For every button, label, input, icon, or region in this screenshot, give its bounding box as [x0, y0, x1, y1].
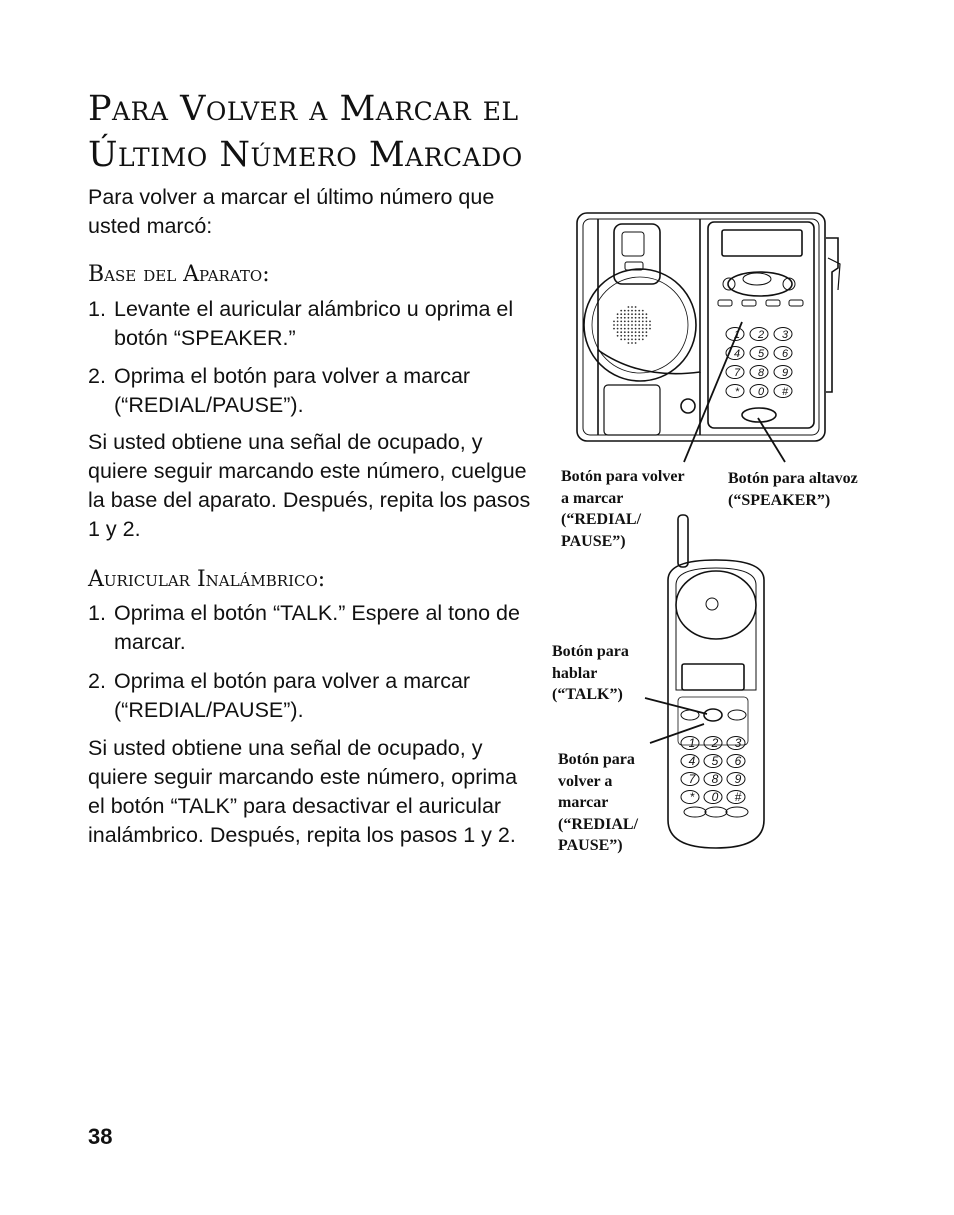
speaker-grill-dot [613, 321, 615, 323]
speaker-grill-dot [635, 342, 637, 344]
base-unit-drawing [577, 213, 840, 441]
speaker-grill-dot [628, 317, 630, 319]
keypad-key-label: 0 [757, 385, 765, 398]
keypad-key-label: 8 [757, 366, 765, 379]
keypad-key-label: 0 [711, 790, 719, 805]
speaker-grill-dot [642, 328, 644, 330]
speaker-grill-dot [624, 335, 626, 337]
speaker-grill-dot [631, 310, 633, 312]
speaker-grill-dot [628, 324, 630, 326]
speaker-grill-dot [631, 324, 633, 326]
speaker-grill-dot [635, 331, 637, 333]
speaker-grill-dot [628, 313, 630, 315]
speaker-grill-dot [617, 317, 619, 319]
speaker-grill-dot [631, 339, 633, 341]
speaker-grill-dot [613, 328, 615, 330]
speaker-grill-dot [617, 335, 619, 337]
speaker-grill-dot [624, 321, 626, 323]
speaker-grill-dot [638, 339, 640, 341]
keypad-key-label: 4 [733, 347, 741, 360]
speaker-grill-dot [638, 331, 640, 333]
speaker-grill-dot [628, 335, 630, 337]
speaker-grill-dot [631, 306, 633, 308]
speaker-grill-dot [642, 331, 644, 333]
step-text: Oprima el botón “TALK.” Espere al tono de marcar. [114, 601, 520, 654]
speaker-grill-dot [628, 339, 630, 341]
speaker-grill-dot [628, 331, 630, 333]
speaker-grill-dot [642, 317, 644, 319]
speaker-grill-dot [635, 321, 637, 323]
base-busy-note: Si usted obtiene una señal de ocupado, y quiere seguir marcando este número, cuelgue la base del aparato. Después, repita los pasos 1 y 2. [88, 430, 531, 541]
speaker-grill-dot [631, 317, 633, 319]
speaker-grill-dot [624, 313, 626, 315]
speaker-grill-dot [638, 310, 640, 312]
speaker-grill-dot [628, 321, 630, 323]
speaker-grill-dot [638, 313, 640, 315]
speaker-grill-dot [646, 328, 648, 330]
speaker-grill-dot [638, 335, 640, 337]
speaker-grill-dot [620, 339, 622, 341]
callout-base-speaker: Botón para altavoz (“SPEAKER”) [728, 470, 858, 509]
keypad-key-label: 3 [734, 736, 742, 751]
speaker-grill-dot [628, 328, 630, 330]
keypad-key-label: 7 [688, 772, 696, 787]
speaker-grill-dot [646, 321, 648, 323]
speaker-grill-dot [617, 328, 619, 330]
keypad-key-label: 2 [711, 736, 719, 751]
keypad-key-label: * [734, 385, 740, 398]
speaker-grill-dot [631, 342, 633, 344]
step-text: Levante el auricular alámbrico u oprima el botón “SPEAKER.” [114, 297, 514, 350]
keypad-key-label: 1 [688, 736, 696, 751]
keypad-key-label: 8 [711, 772, 719, 787]
keypad-key-label: 9 [734, 772, 742, 787]
keypad-key-label: 4 [688, 754, 696, 769]
speaker-grill-dot [624, 324, 626, 326]
keypad-key-label: 9 [781, 366, 789, 379]
step-number: 1. [88, 601, 106, 625]
speaker-grill-dot [624, 331, 626, 333]
speaker-grill-dot [620, 321, 622, 323]
speaker-grill-dot [635, 335, 637, 337]
speaker-grill-dot [620, 331, 622, 333]
keypad-key-label: * [689, 790, 695, 805]
title-line-1: Para Volver a Marcar el [88, 89, 519, 129]
speaker-grill-dot [624, 310, 626, 312]
speaker-grill-dot [649, 324, 651, 326]
speaker-grill-dot [620, 317, 622, 319]
speaker-grill-dot [635, 317, 637, 319]
keypad-key-label: 1 [733, 328, 741, 341]
speaker-grill-dot [635, 310, 637, 312]
speaker-grill-dot [624, 317, 626, 319]
step-text: Oprima el botón para volver a marcar (“REDIAL/PAUSE”). [114, 669, 471, 722]
handset-busy-note: Si usted obtiene una señal de ocupado, y quiere seguir marcando este número, oprima el botón “TALK” para desactivar el auricular inalámbrico. Después, repita los pasos 1 y 2. [88, 736, 518, 847]
speaker-grill-dot [635, 328, 637, 330]
speaker-grill-dot [613, 324, 615, 326]
speaker-grill-dot [620, 324, 622, 326]
speaker-grill-dot [635, 306, 637, 308]
speaker-grill-dot [617, 313, 619, 315]
keypad-key-label: 5 [711, 754, 719, 769]
speaker-grill-dot [620, 313, 622, 315]
speaker-grill-dot [631, 335, 633, 337]
speaker-grill-dot [646, 313, 648, 315]
speaker-grill-dot [642, 321, 644, 323]
speaker-grill-dot [642, 324, 644, 326]
speaker-grill-dot [635, 313, 637, 315]
speaker-grill-dot [646, 324, 648, 326]
speaker-grill-dot [646, 331, 648, 333]
speaker-grill-dot [638, 321, 640, 323]
speaker-grill-dot [638, 324, 640, 326]
speaker-grill-dot [642, 339, 644, 341]
speaker-grill-dot [617, 324, 619, 326]
step-number: 1. [88, 297, 106, 321]
step-text: Oprima el botón para volver a marcar (“REDIAL/PAUSE”). [114, 364, 471, 417]
speaker-grill-dot [617, 331, 619, 333]
intro-paragraph: Para volver a marcar el último número que usted marcó: [88, 185, 495, 238]
speaker-grill-dot [635, 324, 637, 326]
speaker-grill-dot [624, 339, 626, 341]
speaker-grill-dot [631, 328, 633, 330]
speaker-grill-dot [638, 317, 640, 319]
step-number: 2. [88, 364, 106, 388]
speaker-grill-dot [646, 317, 648, 319]
speaker-grill-dot [620, 328, 622, 330]
title-line-2: Último Número Marcado [88, 135, 523, 175]
speaker-grill-dot [624, 328, 626, 330]
speaker-grill-dot [642, 310, 644, 312]
keypad-key-label: 2 [757, 328, 765, 341]
keypad-key-label: 3 [781, 328, 789, 341]
step-number: 2. [88, 669, 106, 693]
handset-section-heading: Auricular Inalámbrico: [88, 567, 326, 592]
callout-handset-redial: Botón para volver a marcar (“REDIAL/ PAUSE”) [558, 751, 639, 854]
speaker-grill-dot [642, 313, 644, 315]
speaker-grill-dot [638, 328, 640, 330]
speaker-grill-dot [617, 321, 619, 323]
speaker-grill-dot [620, 335, 622, 337]
speaker-grill-dot [631, 321, 633, 323]
speaker-grill-dot [628, 342, 630, 344]
keypad-key-label: 5 [757, 347, 765, 360]
handset-drawing [668, 515, 764, 848]
speaker-grill-dot [646, 335, 648, 337]
keypad-key-label: # [734, 790, 742, 805]
base-section-heading: Base del Aparato: [88, 262, 270, 287]
speaker-grill-dot [628, 310, 630, 312]
speaker-grill-dot [649, 321, 651, 323]
speaker-grill-dot [649, 328, 651, 330]
keypad-key-label: # [781, 385, 789, 398]
speaker-grill-dot [628, 306, 630, 308]
speaker-grill-dot [642, 335, 644, 337]
keypad-key-label: 7 [733, 366, 741, 379]
speaker-grill-dot [635, 339, 637, 341]
keypad-key-label: 6 [734, 754, 742, 769]
speaker-grill-dot [631, 313, 633, 315]
keypad-key-label: 6 [781, 347, 789, 360]
page-number: 38 [88, 1124, 113, 1149]
callout-base-redial: Botón para volver a marcar (“REDIAL/ PAUSE”) [561, 468, 685, 550]
callout-handset-talk: Botón para hablar (“TALK”) [552, 643, 629, 703]
speaker-grill-dot [620, 310, 622, 312]
speaker-grill-dot [631, 331, 633, 333]
